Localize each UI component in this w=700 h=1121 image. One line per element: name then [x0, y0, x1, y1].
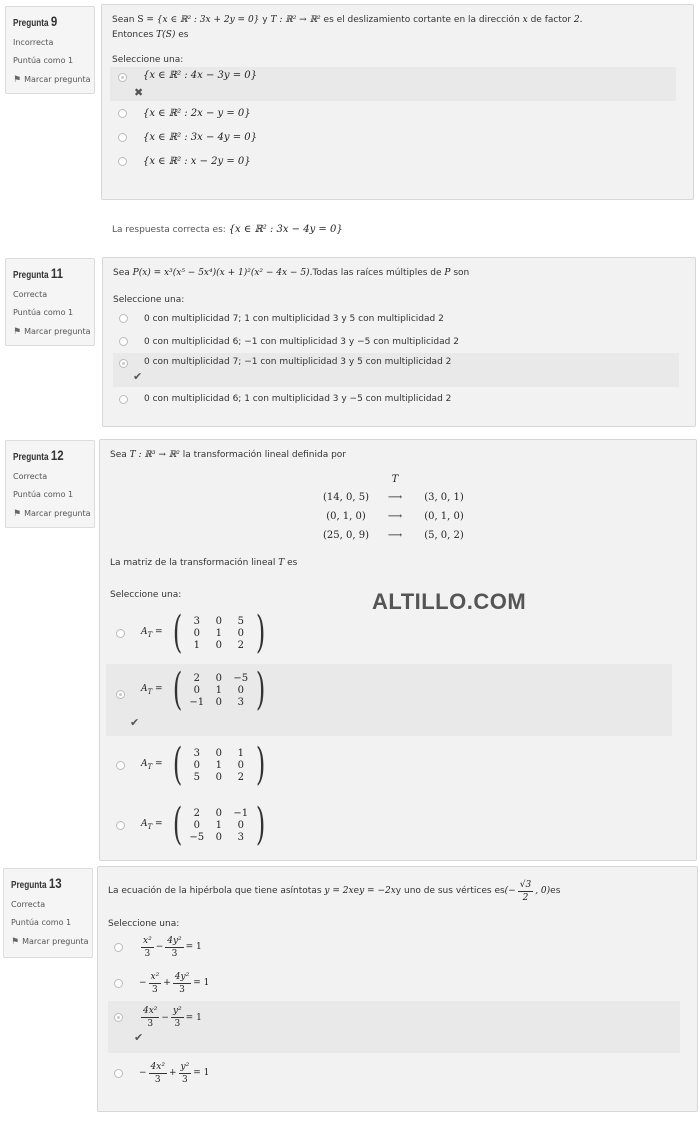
q13-info	[3, 868, 93, 958]
check-icon: ✔	[134, 1031, 144, 1044]
q13-eq-4: − $\frac{\text{4x²}}{3}$ + $\frac{\text{y²}}{3}$ = 1	[139, 1061, 210, 1085]
q12-option-4[interactable]	[106, 798, 666, 852]
check-icon: ✔	[130, 716, 140, 729]
q12-matrix-4: $A_T$ = ( 2 0 −1 0 1 0 −5 0 3 )	[141, 799, 266, 850]
flag-icon: ⚑	[13, 75, 22, 85]
q12-status: Correcta	[13, 472, 48, 481]
q13-number: Pregunta 13	[11, 875, 62, 891]
q12-info	[5, 440, 95, 528]
q9-score: Puntúa como 1	[13, 56, 74, 65]
q12-prompt: Seleccione una:	[110, 590, 182, 600]
q13-vertex-fraction: $\frac{√3}{2}$	[519, 879, 532, 903]
flag-icon: ⚑	[13, 509, 22, 519]
q13-radio-1[interactable]	[114, 943, 123, 952]
q13-flag-link[interactable]: ⚑ Marcar pregunta	[11, 937, 89, 947]
q13-option-4[interactable]	[108, 1053, 687, 1093]
q12-number: Pregunta 12	[13, 447, 64, 463]
watermark: ALTILLO.COM	[372, 589, 527, 614]
q12-map-title: T	[391, 474, 399, 485]
q13-eq-3: $\frac{\text{4x²}}{3}$ − $\frac{\text{y²}}{3}$ = 1	[143, 1006, 202, 1029]
q13-option-1[interactable]	[108, 929, 687, 965]
q11-score: Puntúa como 1	[13, 308, 74, 317]
q12-radio-2[interactable]	[116, 690, 125, 699]
q11-radio-4[interactable]	[119, 395, 128, 404]
q11-option-2[interactable]: 0 con multiplicidad 6; −1 con multiplicidad 3 y −5 con multiplicidad 2	[113, 330, 685, 353]
q13-eq-2: − $\frac{\text{x²}}{3}$ + $\frac{\text{4y²}}{3}$ = 1	[139, 971, 210, 995]
q12-map-row-1: (14, 0, 5) ⟶ (3, 0, 1)	[323, 492, 464, 503]
q13-prompt: Seleccione una:	[108, 919, 180, 929]
q12-score: Puntúa como 1	[13, 490, 74, 499]
q13-text: La ecuación de la hipérbola que tiene asíntotas y = 2x e y = −2x y uno de sus vértices es (− $\frac{√3}{2}$ , 0) es	[108, 879, 561, 903]
q12-map-row-3: (25, 0, 9) ⟶ (5, 0, 2)	[323, 530, 464, 541]
q12-matrix-4-cells: 2 0 −1 0 1 0 −5 0 3	[189, 807, 249, 843]
q11-card	[102, 257, 696, 427]
q13-radio-2[interactable]	[114, 979, 123, 988]
q9-info	[5, 6, 95, 94]
q12-text: Sea T : ℝ³ → ℝ² la transformación lineal definida por	[110, 450, 346, 460]
flag-icon: ⚑	[13, 327, 22, 337]
q12-option-2[interactable]	[106, 664, 672, 736]
q11-text: Sea P(x) = x³(x⁵ − 5x⁴)(x + 1)²(x² − 4x − 5).Todas las raíces múltiples de P son	[113, 268, 470, 278]
q12-radio-3[interactable]	[116, 761, 125, 770]
q11-option-3[interactable]: 0 con multiplicidad 7; −1 con multiplicidad 3 y 5 con multiplicidad 2 ✔	[113, 353, 679, 387]
q9-text-2: Entonces T(S) es	[112, 30, 189, 40]
q11-number: Pregunta 11	[13, 265, 63, 281]
q13-status: Correcta	[11, 900, 46, 909]
q11-option-4[interactable]: 0 con multiplicidad 6; 1 con multiplicidad 3 y −5 con multiplicidad 2	[113, 387, 685, 411]
q9-flag-link[interactable]: ⚑ Marcar pregunta	[13, 75, 91, 85]
q9-option-4[interactable]: {x ∈ ℝ² : x − 2y = 0}	[112, 149, 683, 173]
q11-prompt: Seleccione una:	[113, 295, 185, 305]
q11-status: Correcta	[13, 290, 48, 299]
flag-icon: ⚑	[11, 937, 20, 947]
q13-radio-3[interactable]	[114, 1013, 123, 1022]
q12-matrix-3-cells: 3 0 1 0 1 0 5 0 2	[193, 747, 244, 783]
q12-radio-1[interactable]	[116, 629, 125, 638]
q11-radio-3[interactable]	[119, 359, 128, 368]
q9-number: Pregunta 9	[13, 13, 58, 29]
q9-radio-2[interactable]	[118, 109, 127, 118]
q12-text-2: La matriz de la transformación lineal T es	[110, 558, 298, 568]
q12-transformation-table	[320, 472, 470, 545]
q12-radio-4[interactable]	[116, 821, 125, 830]
q9-option-1[interactable]: {x ∈ ℝ² : 4x − 3y = 0} ✖	[110, 67, 676, 101]
q9-card	[101, 4, 694, 200]
q11-flag-link[interactable]: ⚑ Marcar pregunta	[13, 327, 91, 337]
check-icon: ✔	[133, 370, 143, 383]
q12-matrix-2: $A_T$ = ( 2 0 −5 0 1 0 −1 0 3 )	[141, 664, 266, 715]
q11-radio-2[interactable]	[119, 337, 128, 346]
q13-radio-4[interactable]	[114, 1069, 123, 1078]
q13-card	[97, 866, 698, 1112]
q9-prompt: Seleccione una:	[112, 55, 184, 65]
q12-matrix-1-cells: 3 0 5 0 1 0 1 0 2	[193, 615, 244, 651]
q13-option-2[interactable]	[108, 965, 687, 1001]
q12-option-3[interactable]	[106, 738, 666, 792]
q11-info	[5, 258, 95, 346]
q12-matrix-1: $A_T$ = ( 3 0 5 0 1 0 1 0 2 )	[141, 607, 266, 658]
q12-matrix-3: $A_T$ = ( 3 0 1 0 1 0 5 0 2 )	[141, 739, 266, 790]
q9-option-2[interactable]: {x ∈ ℝ² : 2x − y = 0}	[112, 101, 683, 125]
q12-map-row-2: (0, 1, 0) ⟶ (0, 1, 0)	[326, 511, 464, 522]
q9-radio-3[interactable]	[118, 133, 127, 142]
q9-radio-1[interactable]	[118, 73, 127, 82]
q9-radio-4[interactable]	[118, 157, 127, 166]
q9-status: Incorrecta	[13, 38, 54, 47]
q12-matrix-2-cells: 2 0 −5 0 1 0 −1 0 3	[189, 672, 249, 708]
q11-option-1[interactable]: 0 con multiplicidad 7; 1 con multiplicidad 3 y 5 con multiplicidad 2	[113, 307, 685, 330]
q11-radio-1[interactable]	[119, 314, 128, 323]
q9-text: Sean S = {x ∈ ℝ² : 3x + 2y = 0} y T : ℝ² → ℝ² es el deslizamiento cortante en la dirección x de factor 2.	[112, 15, 583, 25]
q13-option-3[interactable]	[108, 1001, 680, 1053]
q12-flag-link[interactable]: ⚑ Marcar pregunta	[13, 509, 91, 519]
q9-correct-answer: La respuesta correcta es: {x ∈ ℝ² : 3x − 4y = 0}	[112, 224, 343, 235]
cross-icon: ✖	[134, 86, 144, 99]
q13-eq-1: $\frac{\text{x²}}{3}$ − $\frac{\text{4y²}}{3}$ = 1	[143, 935, 202, 959]
q9-option-3[interactable]: {x ∈ ℝ² : 3x − 4y = 0}	[112, 125, 683, 149]
q13-score: Puntúa como 1	[11, 918, 72, 927]
